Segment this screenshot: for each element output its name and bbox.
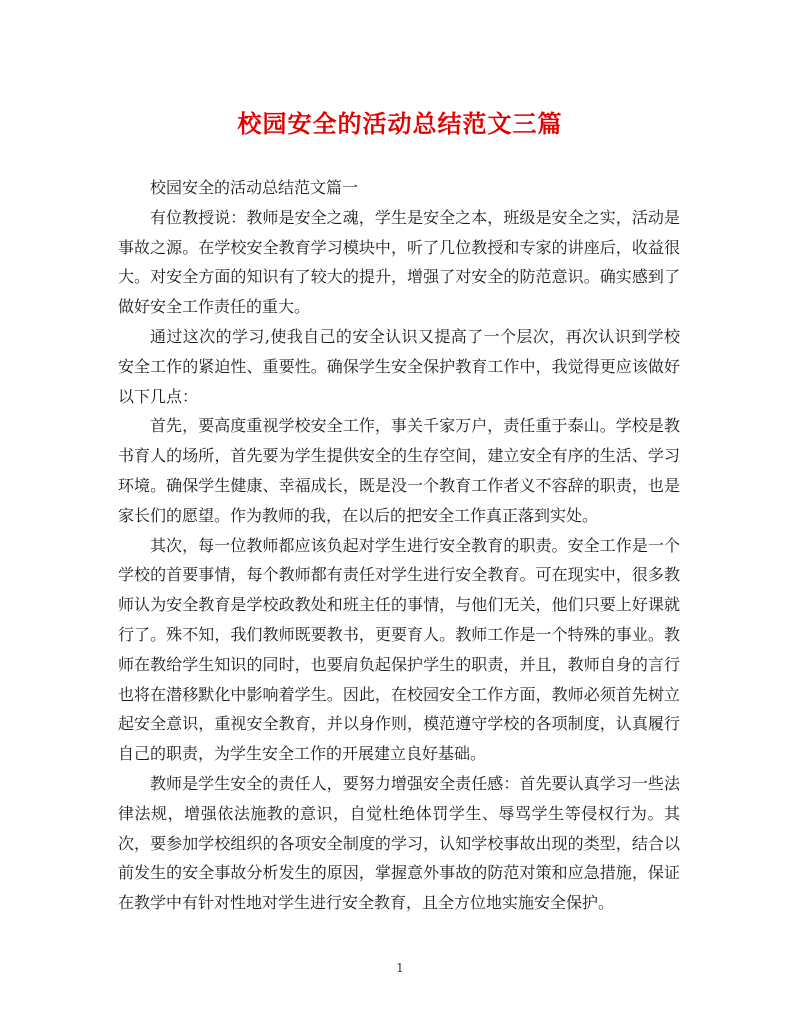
paragraph: 有位教授说：教师是安全之魂，学生是安全之本，班级是安全之实，活动是事故之源。在学校安全教育学习模块中，听了几位教授和专家的讲座后，收益很大。对安全方面的知识有了较大的提升，增强了对安全的防范意识。确实感到了做好安全工作责任的重大。 (118, 207, 680, 317)
section-subtitle: 校园安全的活动总结范文篇一 (150, 178, 359, 197)
document-title: 校园安全的活动总结范文三篇 (237, 109, 563, 138)
paragraph: 首先，要高度重视学校安全工作，事关千家万户，责任重于泰山。学校是教书育人的场所，首先要为学生提供安全的生存空间，建立安全有序的生活、学习环境。确保学生健康、幸福成长，既是没一个教育工作者义不容辞的职责，也是家长们的愿望。作为教师的我，在以后的把安全工作真正落到实处。 (118, 416, 680, 525)
paragraph: 其次，每一位教师都应该负起对学生进行安全教育的职责。安全工作是一个学校的首要事情，每个教师都有责任对学生进行安全教育。可在现实中，很多教师认为安全教育是学校政教处和班主任的事情，与他们无关，他们只要上好课就行了。殊不知，我们教师既要教书，更要育人。教师工作是一个特殊的事业。教师在教给学生知识的同时，也要肩负起保护学生的职责，并且，教师自身的言行也将在潜移默化中影响着学生。因此，在校园安全工作方面，教师必须首先树立起安全意识，重视安全教育，并以身作则，模范遵守学校的各项制度，认真履行自己的职责，为学生安全工作的开展建立良好基础。 (118, 535, 680, 764)
paragraph: 教师是学生安全的责任人，要努力增强安全责任感：首先要认真学习一些法律法规，增强依法施教的意识，自觉杜绝体罚学生、辱骂学生等侵权行为。其次，要参加学校组织的各项安全制度的学习，认知学校事故出现的类型，结合以前发生的安全事故分析发生的原因，掌握意外事故的防范对策和应急措施，保证在教学中有针对性地对学生进行安全教育，且全方位地实施安全保护。 (118, 773, 680, 913)
page-number: 1 (396, 961, 404, 975)
paragraph: 通过这次的学习,使我自己的安全认识又提高了一个层次，再次认识到学校安全工作的紧迫性、重要性。确保学生安全保护教育工作中，我觉得更应该做好以下几点： (118, 326, 680, 406)
document-body (118, 173, 680, 918)
